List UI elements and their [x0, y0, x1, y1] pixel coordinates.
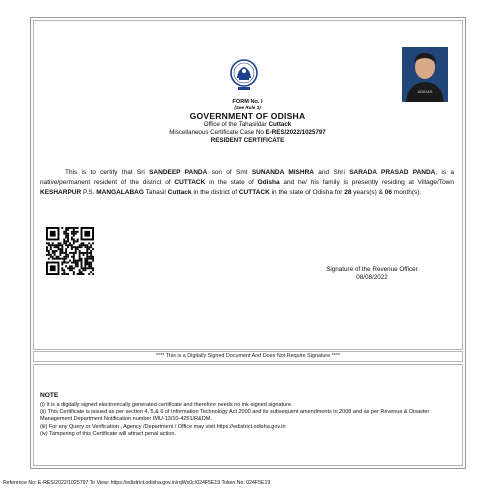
- state-name: Odisha: [257, 179, 280, 186]
- office-place: Cuttack: [268, 121, 292, 128]
- note-title: NOTE: [40, 392, 59, 399]
- odisha-emblem-icon: [228, 58, 260, 92]
- village-name: KESHARPUR: [40, 189, 82, 196]
- signature-date: 08/08/2022: [356, 274, 388, 281]
- certificate-body: [40, 168, 454, 198]
- person-photo-icon: [402, 47, 448, 102]
- residence-years: 28: [344, 189, 352, 196]
- applicant-name: SANDEEP PANDA: [149, 169, 208, 176]
- certificate-title: RESIDENT CERTIFICATE: [210, 137, 285, 144]
- body-text: P.S.: [82, 189, 95, 196]
- rule-reference: (See Rule 3): [234, 105, 261, 110]
- office-line: [0, 121, 495, 128]
- body-text: Tahasil: [145, 189, 166, 196]
- body-text: in the state of Odisha for: [271, 189, 343, 196]
- police-station: MANGALABAG: [96, 189, 144, 196]
- body-text: This is to certify that Sri: [65, 169, 145, 176]
- signature-block: [302, 266, 442, 282]
- footer-reference: Reference No: E-RES/2022/1025797 To View: https://edistrict.odisha.gov.in/rqWs0c/024F5E19 Token No: 024F5E19: [3, 480, 271, 486]
- body-text: month(s).: [393, 189, 422, 196]
- case-line: [0, 129, 495, 136]
- body-text: son of Smt: [211, 169, 248, 176]
- shirt-print: ADIDAS: [417, 89, 433, 94]
- digital-signature-notice: **** This is a Digitally Signed Document And Does Not Require Signature ****: [33, 351, 463, 362]
- case-prefix: Miscellaneous Certificate Case No: [169, 129, 264, 136]
- district-name: CUTTACK: [174, 179, 206, 186]
- mother-name: SUNANDA MISHRA: [251, 169, 314, 176]
- district-name: CUTTACK: [238, 189, 270, 196]
- father-name: SARADA PRASAD PANDA: [349, 169, 436, 176]
- body-text: years(s) &: [353, 189, 383, 196]
- note-item: (iv) Tampering of this Certificate will attract penal action.: [40, 430, 176, 437]
- government-title: GOVERNMENT OF ODISHA: [189, 111, 306, 121]
- applicant-photo: [402, 47, 448, 102]
- office-prefix: Office of the Tahasildar: [203, 121, 267, 128]
- case-number: E-RES/2022/1025797: [265, 129, 326, 136]
- body-text: in the district of: [193, 189, 238, 196]
- residence-months: 06: [384, 189, 392, 196]
- body-text: , is a native/permanent resident of the district of: [40, 169, 454, 186]
- body-text: and Shri: [318, 169, 345, 176]
- note-item: (ii) This Certificate is issued as per section 4, 5,& 6 of Information Technology Act 2000 and its subsequent amendments in 2008 and as per Revenue & Disaster Management Department Notification number IMU-13/10-4251/R&DM.: [40, 409, 430, 423]
- note-item: (i) It is a digitally signed electronically generated certificate and therefore needs no ink-signed signature.: [40, 402, 293, 408]
- qr-code-icon[interactable]: [46, 227, 94, 275]
- form-number: FORM No. I: [232, 99, 263, 105]
- tahasil-name: Cuttack: [167, 189, 192, 196]
- body-text: and he/ his family is presently residing at Village/Town: [283, 179, 454, 186]
- note-list: [40, 402, 460, 438]
- note-item: (iii) For any Query or Verification , Agency /Department / Office may visit https://edistrict.odisha.gov.in: [40, 423, 286, 430]
- signature-label: Signature of the Revenue Officer: [326, 266, 418, 273]
- body-text: in the state of: [209, 179, 254, 186]
